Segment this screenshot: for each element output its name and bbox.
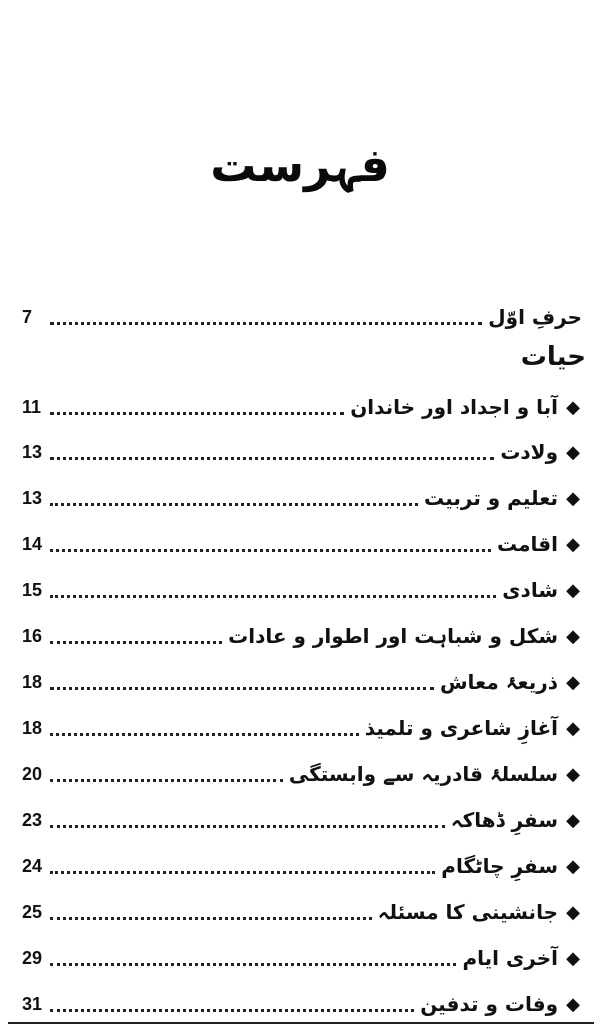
toc-entry-label: آغازِ شاعری و تلمیذ — [364, 716, 558, 740]
dot-leader — [50, 733, 359, 736]
toc-entry-page: 29 — [22, 947, 43, 968]
toc-entry-page: 15 — [22, 579, 43, 600]
toc-entry[interactable] — [22, 759, 582, 789]
toc-entry-page: 7 — [22, 306, 33, 327]
toc-entry[interactable] — [22, 621, 582, 651]
toc-entry[interactable] — [22, 437, 582, 467]
diamond-bullet-icon: ◆ — [566, 487, 580, 509]
dot-leader — [50, 322, 482, 325]
page-title: فہرست — [210, 138, 390, 192]
toc-entry-page: 13 — [22, 441, 43, 462]
toc-entry-intro[interactable] — [22, 302, 582, 332]
toc-entry-label: اقامت — [496, 532, 558, 556]
toc-entry-page: 25 — [22, 901, 43, 922]
toc-entry-label: شادی — [502, 578, 558, 602]
diamond-bullet-icon: ◆ — [566, 993, 580, 1015]
dot-leader — [50, 825, 445, 828]
toc-entry-label: آخری ایام — [462, 946, 558, 970]
toc-entry-label: سلسلۂ قادریہ سے وابستگی — [288, 762, 558, 786]
toc-entry-page: 13 — [22, 487, 43, 508]
toc-entry-label: شکل و شباہت اور اطوار و عادات — [228, 624, 558, 648]
diamond-bullet-icon: ◆ — [566, 901, 580, 923]
toc-entry-page: 14 — [22, 533, 43, 554]
dot-leader — [50, 457, 494, 460]
toc-entry[interactable] — [22, 392, 582, 422]
diamond-bullet-icon: ◆ — [566, 533, 580, 555]
diamond-bullet-icon: ◆ — [566, 396, 580, 418]
dot-leader — [50, 641, 222, 644]
dot-leader — [50, 503, 418, 506]
dot-leader — [50, 412, 344, 415]
toc-entry-label: سفرِ چاٹگام — [441, 854, 558, 878]
dot-leader — [50, 549, 491, 552]
dot-leader — [50, 963, 456, 966]
diamond-bullet-icon: ◆ — [566, 579, 580, 601]
diamond-bullet-icon: ◆ — [566, 717, 580, 739]
toc-entry-label: آبا و اجداد اور خاندان — [350, 395, 558, 419]
toc-entry-label: تعلیم و تربیت — [424, 486, 558, 510]
diamond-bullet-icon: ◆ — [566, 763, 580, 785]
diamond-bullet-icon: ◆ — [566, 947, 580, 969]
dot-leader — [50, 871, 435, 874]
diamond-bullet-icon: ◆ — [566, 625, 580, 647]
toc-entry-page: 18 — [22, 671, 43, 692]
diamond-bullet-icon: ◆ — [566, 441, 580, 463]
toc-entry[interactable] — [22, 575, 582, 605]
toc-entry-label: جانشینی کا مسئلہ — [377, 900, 558, 924]
toc-entry-page: 16 — [22, 625, 43, 646]
dot-leader — [50, 595, 496, 598]
dot-leader — [50, 1009, 414, 1012]
toc-entry-label: وفات و تدفین — [420, 992, 558, 1016]
toc-entry[interactable] — [22, 483, 582, 513]
toc-entry-page: 11 — [22, 396, 42, 417]
dot-leader — [50, 917, 372, 920]
toc-entry-label: حرفِ اوّل — [488, 305, 582, 329]
toc-entry-page: 24 — [22, 855, 43, 876]
toc-entry[interactable] — [22, 529, 582, 559]
toc-entry[interactable] — [22, 989, 582, 1019]
toc-entry-page: 31 — [22, 993, 43, 1014]
toc-entry[interactable] — [22, 897, 582, 927]
section-heading: حیات — [520, 342, 586, 372]
toc-entry[interactable] — [22, 713, 582, 743]
toc-entry-label: ولادت — [500, 440, 558, 464]
toc-entry[interactable] — [22, 805, 582, 835]
footer-divider — [8, 1022, 594, 1024]
diamond-bullet-icon: ◆ — [566, 855, 580, 877]
diamond-bullet-icon: ◆ — [566, 809, 580, 831]
toc-entry-page: 20 — [22, 763, 43, 784]
dot-leader — [50, 687, 434, 690]
toc-entry-page: 23 — [22, 809, 43, 830]
toc-entry-label: سفرِ ڈھاکہ — [450, 808, 558, 832]
toc-entry[interactable] — [22, 667, 582, 697]
toc-entry-page: 18 — [22, 717, 43, 738]
dot-leader — [50, 779, 283, 782]
diamond-bullet-icon: ◆ — [566, 671, 580, 693]
toc-entry[interactable] — [22, 943, 582, 973]
toc-entry-label: ذریعۂ معاش — [439, 670, 558, 694]
toc-entry[interactable] — [22, 851, 582, 881]
